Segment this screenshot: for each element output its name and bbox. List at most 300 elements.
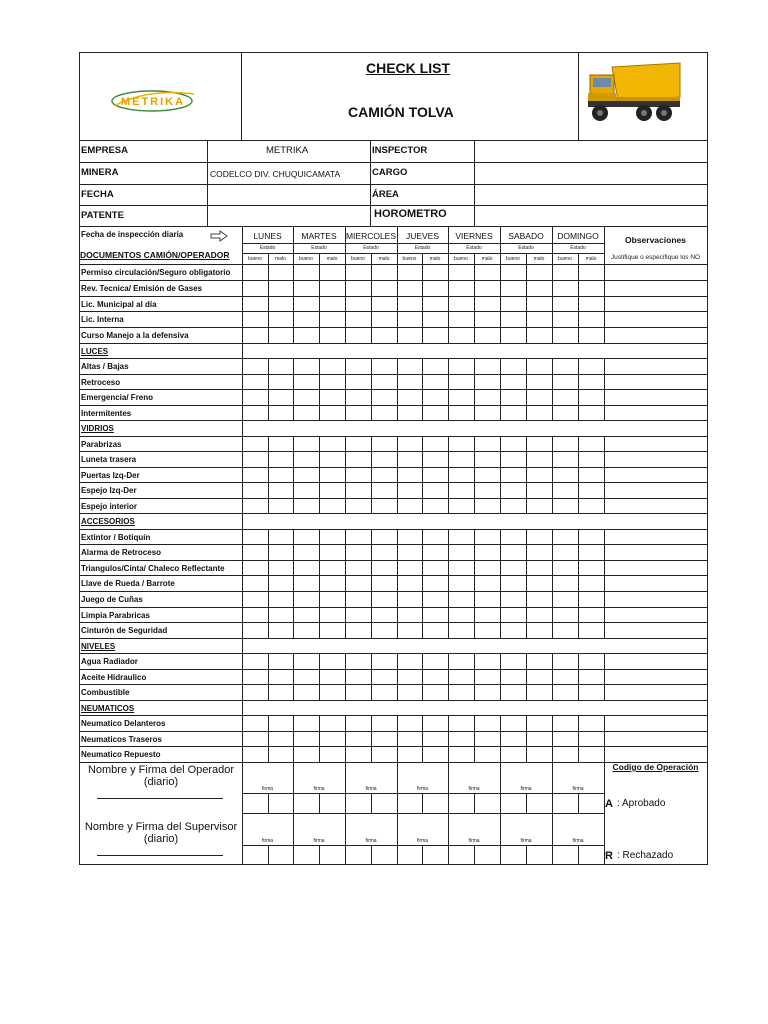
check-cell-bueno[interactable] xyxy=(346,561,371,575)
check-cell-bueno[interactable] xyxy=(449,297,474,311)
observaciones-cell[interactable] xyxy=(605,468,706,482)
check-cell-bueno[interactable] xyxy=(243,468,268,482)
check-cell-bueno[interactable] xyxy=(243,359,268,374)
check-cell-malo[interactable] xyxy=(475,576,500,591)
check-cell-malo[interactable] xyxy=(372,670,397,684)
check-cell-malo[interactable] xyxy=(475,390,500,405)
check-cell-bueno[interactable] xyxy=(553,685,578,700)
check-cell-bueno[interactable] xyxy=(449,670,474,684)
check-cell-bueno[interactable] xyxy=(398,297,422,311)
check-cell-bueno[interactable] xyxy=(398,452,422,467)
check-cell-malo[interactable] xyxy=(475,265,500,280)
check-cell-malo[interactable] xyxy=(372,623,397,638)
check-cell-bueno[interactable] xyxy=(243,732,268,746)
check-cell-bueno[interactable] xyxy=(243,483,268,498)
check-cell-bueno[interactable] xyxy=(553,312,578,327)
check-cell-malo[interactable] xyxy=(372,561,397,575)
check-cell-bueno[interactable] xyxy=(346,375,371,389)
check-cell-malo[interactable] xyxy=(269,312,293,327)
check-cell-malo[interactable] xyxy=(372,265,397,280)
check-cell-bueno[interactable] xyxy=(398,390,422,405)
check-cell-malo[interactable] xyxy=(320,265,345,280)
check-cell-bueno[interactable] xyxy=(398,732,422,746)
check-cell-malo[interactable] xyxy=(320,437,345,451)
check-cell-bueno[interactable] xyxy=(243,297,268,311)
check-cell-malo[interactable] xyxy=(269,483,293,498)
check-cell-malo[interactable] xyxy=(372,390,397,405)
observaciones-cell[interactable] xyxy=(605,359,706,374)
check-cell-malo[interactable] xyxy=(475,312,500,327)
check-cell-bueno[interactable] xyxy=(501,654,526,669)
check-cell-malo[interactable] xyxy=(423,483,448,498)
check-cell-malo[interactable] xyxy=(527,297,552,311)
check-cell-malo[interactable] xyxy=(372,685,397,700)
check-cell-malo[interactable] xyxy=(475,545,500,560)
check-cell-malo[interactable] xyxy=(269,747,293,762)
check-cell-malo[interactable] xyxy=(579,732,604,746)
operador-signature-line[interactable] xyxy=(97,798,223,799)
check-cell-malo[interactable] xyxy=(475,468,500,482)
check-cell-malo[interactable] xyxy=(320,685,345,700)
check-cell-bueno[interactable] xyxy=(501,685,526,700)
check-cell-malo[interactable] xyxy=(527,545,552,560)
check-cell-bueno[interactable] xyxy=(346,297,371,311)
check-cell-malo[interactable] xyxy=(527,623,552,638)
check-cell-malo[interactable] xyxy=(527,328,552,343)
check-cell-malo[interactable] xyxy=(269,499,293,513)
check-cell-malo[interactable] xyxy=(423,530,448,544)
check-cell-malo[interactable] xyxy=(527,359,552,374)
check-cell-malo[interactable] xyxy=(372,747,397,762)
check-cell-bueno[interactable] xyxy=(449,685,474,700)
check-cell-malo[interactable] xyxy=(475,375,500,389)
check-cell-malo[interactable] xyxy=(527,406,552,420)
check-cell-malo[interactable] xyxy=(269,623,293,638)
check-cell-bueno[interactable] xyxy=(243,608,268,622)
check-cell-malo[interactable] xyxy=(320,406,345,420)
check-cell-bueno[interactable] xyxy=(553,732,578,746)
check-cell-bueno[interactable] xyxy=(449,483,474,498)
check-cell-malo[interactable] xyxy=(372,732,397,746)
check-cell-bueno[interactable] xyxy=(243,499,268,513)
check-cell-malo[interactable] xyxy=(475,437,500,451)
check-cell-malo[interactable] xyxy=(320,530,345,544)
check-cell-malo[interactable] xyxy=(423,390,448,405)
observaciones-cell[interactable] xyxy=(605,265,706,280)
check-cell-malo[interactable] xyxy=(527,437,552,451)
check-cell-bueno[interactable] xyxy=(294,623,319,638)
check-cell-malo[interactable] xyxy=(475,328,500,343)
check-cell-bueno[interactable] xyxy=(243,561,268,575)
check-cell-malo[interactable] xyxy=(423,576,448,591)
check-cell-bueno[interactable] xyxy=(243,375,268,389)
check-cell-malo[interactable] xyxy=(320,623,345,638)
check-cell-bueno[interactable] xyxy=(449,561,474,575)
check-cell-malo[interactable] xyxy=(423,592,448,607)
check-cell-bueno[interactable] xyxy=(398,623,422,638)
check-cell-bueno[interactable] xyxy=(449,592,474,607)
check-cell-bueno[interactable] xyxy=(398,359,422,374)
check-cell-bueno[interactable] xyxy=(346,281,371,296)
check-cell-malo[interactable] xyxy=(579,576,604,591)
check-cell-malo[interactable] xyxy=(372,437,397,451)
check-cell-malo[interactable] xyxy=(579,670,604,684)
check-cell-malo[interactable] xyxy=(320,608,345,622)
check-cell-bueno[interactable] xyxy=(449,468,474,482)
check-cell-malo[interactable] xyxy=(269,732,293,746)
check-cell-bueno[interactable] xyxy=(501,468,526,482)
check-cell-bueno[interactable] xyxy=(501,608,526,622)
check-cell-malo[interactable] xyxy=(579,685,604,700)
observaciones-cell[interactable] xyxy=(605,608,706,622)
check-cell-bueno[interactable] xyxy=(449,716,474,731)
observaciones-cell[interactable] xyxy=(605,716,706,731)
check-cell-bueno[interactable] xyxy=(294,390,319,405)
supervisor-signature-line[interactable] xyxy=(97,855,223,856)
check-cell-malo[interactable] xyxy=(423,281,448,296)
observaciones-cell[interactable] xyxy=(605,654,706,669)
check-cell-malo[interactable] xyxy=(269,592,293,607)
check-cell-bueno[interactable] xyxy=(501,375,526,389)
check-cell-bueno[interactable] xyxy=(553,623,578,638)
check-cell-malo[interactable] xyxy=(527,732,552,746)
check-cell-malo[interactable] xyxy=(320,483,345,498)
check-cell-malo[interactable] xyxy=(320,654,345,669)
check-cell-bueno[interactable] xyxy=(346,437,371,451)
check-cell-malo[interactable] xyxy=(475,530,500,544)
check-cell-malo[interactable] xyxy=(527,747,552,762)
check-cell-bueno[interactable] xyxy=(243,747,268,762)
check-cell-bueno[interactable] xyxy=(398,530,422,544)
check-cell-bueno[interactable] xyxy=(294,452,319,467)
check-cell-malo[interactable] xyxy=(372,359,397,374)
check-cell-bueno[interactable] xyxy=(553,265,578,280)
check-cell-bueno[interactable] xyxy=(346,592,371,607)
check-cell-bueno[interactable] xyxy=(449,359,474,374)
check-cell-bueno[interactable] xyxy=(346,452,371,467)
check-cell-malo[interactable] xyxy=(579,747,604,762)
check-cell-malo[interactable] xyxy=(423,312,448,327)
check-cell-bueno[interactable] xyxy=(501,406,526,420)
check-cell-malo[interactable] xyxy=(269,265,293,280)
check-cell-bueno[interactable] xyxy=(243,576,268,591)
observaciones-cell[interactable] xyxy=(605,375,706,389)
check-cell-malo[interactable] xyxy=(320,390,345,405)
check-cell-malo[interactable] xyxy=(423,685,448,700)
check-cell-malo[interactable] xyxy=(579,608,604,622)
check-cell-malo[interactable] xyxy=(475,732,500,746)
check-cell-bueno[interactable] xyxy=(501,716,526,731)
check-cell-bueno[interactable] xyxy=(553,608,578,622)
check-cell-malo[interactable] xyxy=(372,545,397,560)
check-cell-malo[interactable] xyxy=(372,281,397,296)
check-cell-bueno[interactable] xyxy=(346,545,371,560)
check-cell-malo[interactable] xyxy=(423,545,448,560)
observaciones-cell[interactable] xyxy=(605,545,706,560)
check-cell-malo[interactable] xyxy=(320,592,345,607)
check-cell-bueno[interactable] xyxy=(398,545,422,560)
observaciones-cell[interactable] xyxy=(605,670,706,684)
check-cell-bueno[interactable] xyxy=(398,670,422,684)
check-cell-bueno[interactable] xyxy=(449,732,474,746)
check-cell-malo[interactable] xyxy=(372,375,397,389)
check-cell-malo[interactable] xyxy=(527,561,552,575)
observaciones-cell[interactable] xyxy=(605,452,706,467)
check-cell-bueno[interactable] xyxy=(346,499,371,513)
check-cell-bueno[interactable] xyxy=(553,747,578,762)
check-cell-malo[interactable] xyxy=(269,545,293,560)
check-cell-bueno[interactable] xyxy=(346,732,371,746)
check-cell-malo[interactable] xyxy=(475,359,500,374)
check-cell-malo[interactable] xyxy=(372,468,397,482)
check-cell-bueno[interactable] xyxy=(346,716,371,731)
check-cell-bueno[interactable] xyxy=(501,499,526,513)
check-cell-malo[interactable] xyxy=(372,406,397,420)
check-cell-bueno[interactable] xyxy=(294,576,319,591)
check-cell-malo[interactable] xyxy=(579,452,604,467)
check-cell-bueno[interactable] xyxy=(553,452,578,467)
check-cell-bueno[interactable] xyxy=(501,359,526,374)
check-cell-bueno[interactable] xyxy=(449,499,474,513)
check-cell-bueno[interactable] xyxy=(398,747,422,762)
observaciones-cell[interactable] xyxy=(605,576,706,591)
check-cell-bueno[interactable] xyxy=(243,623,268,638)
check-cell-bueno[interactable] xyxy=(501,747,526,762)
check-cell-malo[interactable] xyxy=(579,623,604,638)
check-cell-bueno[interactable] xyxy=(398,483,422,498)
check-cell-malo[interactable] xyxy=(579,312,604,327)
observaciones-cell[interactable] xyxy=(605,312,706,327)
check-cell-bueno[interactable] xyxy=(501,732,526,746)
check-cell-malo[interactable] xyxy=(527,312,552,327)
check-cell-bueno[interactable] xyxy=(294,281,319,296)
check-cell-bueno[interactable] xyxy=(501,592,526,607)
check-cell-malo[interactable] xyxy=(579,265,604,280)
check-cell-bueno[interactable] xyxy=(294,312,319,327)
check-cell-malo[interactable] xyxy=(423,359,448,374)
observaciones-cell[interactable] xyxy=(605,685,706,700)
observaciones-cell[interactable] xyxy=(605,561,706,575)
check-cell-malo[interactable] xyxy=(423,670,448,684)
check-cell-bueno[interactable] xyxy=(553,483,578,498)
check-cell-malo[interactable] xyxy=(269,468,293,482)
check-cell-bueno[interactable] xyxy=(243,716,268,731)
check-cell-bueno[interactable] xyxy=(449,390,474,405)
check-cell-malo[interactable] xyxy=(527,654,552,669)
check-cell-malo[interactable] xyxy=(372,499,397,513)
observaciones-cell[interactable] xyxy=(605,328,706,343)
observaciones-cell[interactable] xyxy=(605,623,706,638)
check-cell-malo[interactable] xyxy=(269,670,293,684)
check-cell-bueno[interactable] xyxy=(294,716,319,731)
check-cell-malo[interactable] xyxy=(475,592,500,607)
check-cell-bueno[interactable] xyxy=(243,654,268,669)
check-cell-bueno[interactable] xyxy=(398,328,422,343)
check-cell-bueno[interactable] xyxy=(346,530,371,544)
check-cell-malo[interactable] xyxy=(475,654,500,669)
observaciones-cell[interactable] xyxy=(605,530,706,544)
check-cell-bueno[interactable] xyxy=(449,576,474,591)
check-cell-bueno[interactable] xyxy=(553,561,578,575)
check-cell-bueno[interactable] xyxy=(346,328,371,343)
check-cell-malo[interactable] xyxy=(372,716,397,731)
check-cell-malo[interactable] xyxy=(372,592,397,607)
check-cell-malo[interactable] xyxy=(475,483,500,498)
check-cell-malo[interactable] xyxy=(423,623,448,638)
check-cell-bueno[interactable] xyxy=(346,685,371,700)
check-cell-bueno[interactable] xyxy=(501,561,526,575)
check-cell-malo[interactable] xyxy=(527,576,552,591)
check-cell-bueno[interactable] xyxy=(346,608,371,622)
check-cell-malo[interactable] xyxy=(423,608,448,622)
check-cell-malo[interactable] xyxy=(320,670,345,684)
check-cell-bueno[interactable] xyxy=(501,483,526,498)
check-cell-bueno[interactable] xyxy=(294,375,319,389)
check-cell-bueno[interactable] xyxy=(501,390,526,405)
check-cell-malo[interactable] xyxy=(475,747,500,762)
check-cell-malo[interactable] xyxy=(475,670,500,684)
check-cell-malo[interactable] xyxy=(320,328,345,343)
check-cell-malo[interactable] xyxy=(320,545,345,560)
check-cell-malo[interactable] xyxy=(372,452,397,467)
check-cell-bueno[interactable] xyxy=(243,670,268,684)
check-cell-bueno[interactable] xyxy=(398,265,422,280)
check-cell-malo[interactable] xyxy=(475,623,500,638)
check-cell-bueno[interactable] xyxy=(398,281,422,296)
check-cell-bueno[interactable] xyxy=(553,576,578,591)
check-cell-malo[interactable] xyxy=(423,468,448,482)
check-cell-malo[interactable] xyxy=(423,499,448,513)
check-cell-bueno[interactable] xyxy=(294,608,319,622)
check-cell-bueno[interactable] xyxy=(243,328,268,343)
check-cell-malo[interactable] xyxy=(423,328,448,343)
check-cell-malo[interactable] xyxy=(320,297,345,311)
observaciones-cell[interactable] xyxy=(605,437,706,451)
check-cell-malo[interactable] xyxy=(372,608,397,622)
observaciones-cell[interactable] xyxy=(605,592,706,607)
check-cell-malo[interactable] xyxy=(579,281,604,296)
check-cell-bueno[interactable] xyxy=(449,265,474,280)
check-cell-bueno[interactable] xyxy=(294,406,319,420)
check-cell-bueno[interactable] xyxy=(398,608,422,622)
check-cell-bueno[interactable] xyxy=(243,592,268,607)
check-cell-malo[interactable] xyxy=(320,281,345,296)
check-cell-bueno[interactable] xyxy=(501,297,526,311)
check-cell-malo[interactable] xyxy=(527,281,552,296)
check-cell-malo[interactable] xyxy=(579,390,604,405)
check-cell-bueno[interactable] xyxy=(553,716,578,731)
check-cell-bueno[interactable] xyxy=(243,452,268,467)
check-cell-bueno[interactable] xyxy=(553,281,578,296)
check-cell-bueno[interactable] xyxy=(398,561,422,575)
check-cell-malo[interactable] xyxy=(527,716,552,731)
observaciones-cell[interactable] xyxy=(605,406,706,420)
check-cell-bueno[interactable] xyxy=(294,654,319,669)
check-cell-malo[interactable] xyxy=(269,608,293,622)
check-cell-bueno[interactable] xyxy=(294,670,319,684)
check-cell-bueno[interactable] xyxy=(294,545,319,560)
check-cell-bueno[interactable] xyxy=(449,437,474,451)
check-cell-malo[interactable] xyxy=(372,328,397,343)
check-cell-malo[interactable] xyxy=(527,390,552,405)
check-cell-malo[interactable] xyxy=(423,265,448,280)
check-cell-malo[interactable] xyxy=(423,732,448,746)
check-cell-bueno[interactable] xyxy=(398,437,422,451)
check-cell-bueno[interactable] xyxy=(398,592,422,607)
check-cell-bueno[interactable] xyxy=(553,530,578,544)
check-cell-malo[interactable] xyxy=(320,561,345,575)
check-cell-malo[interactable] xyxy=(475,452,500,467)
check-cell-bueno[interactable] xyxy=(294,732,319,746)
check-cell-malo[interactable] xyxy=(527,452,552,467)
check-cell-malo[interactable] xyxy=(320,312,345,327)
check-cell-malo[interactable] xyxy=(579,437,604,451)
check-cell-bueno[interactable] xyxy=(294,530,319,544)
check-cell-malo[interactable] xyxy=(579,406,604,420)
check-cell-bueno[interactable] xyxy=(398,499,422,513)
check-cell-malo[interactable] xyxy=(527,592,552,607)
check-cell-malo[interactable] xyxy=(269,685,293,700)
check-cell-malo[interactable] xyxy=(527,265,552,280)
check-cell-bueno[interactable] xyxy=(346,747,371,762)
check-cell-malo[interactable] xyxy=(372,530,397,544)
check-cell-bueno[interactable] xyxy=(243,281,268,296)
check-cell-bueno[interactable] xyxy=(449,608,474,622)
check-cell-malo[interactable] xyxy=(527,685,552,700)
check-cell-malo[interactable] xyxy=(579,592,604,607)
check-cell-malo[interactable] xyxy=(269,297,293,311)
check-cell-malo[interactable] xyxy=(320,359,345,374)
check-cell-bueno[interactable] xyxy=(294,437,319,451)
check-cell-bueno[interactable] xyxy=(553,670,578,684)
check-cell-bueno[interactable] xyxy=(449,530,474,544)
check-cell-bueno[interactable] xyxy=(501,670,526,684)
check-cell-malo[interactable] xyxy=(320,375,345,389)
check-cell-malo[interactable] xyxy=(320,452,345,467)
check-cell-bueno[interactable] xyxy=(346,390,371,405)
check-cell-bueno[interactable] xyxy=(501,328,526,343)
check-cell-malo[interactable] xyxy=(269,530,293,544)
check-cell-bueno[interactable] xyxy=(346,483,371,498)
check-cell-bueno[interactable] xyxy=(294,747,319,762)
observaciones-cell[interactable] xyxy=(605,499,706,513)
check-cell-bueno[interactable] xyxy=(346,623,371,638)
check-cell-malo[interactable] xyxy=(320,716,345,731)
check-cell-bueno[interactable] xyxy=(294,265,319,280)
check-cell-malo[interactable] xyxy=(475,685,500,700)
check-cell-malo[interactable] xyxy=(269,359,293,374)
check-cell-bueno[interactable] xyxy=(346,654,371,669)
check-cell-bueno[interactable] xyxy=(553,375,578,389)
check-cell-malo[interactable] xyxy=(423,437,448,451)
check-cell-malo[interactable] xyxy=(269,654,293,669)
check-cell-malo[interactable] xyxy=(269,390,293,405)
check-cell-malo[interactable] xyxy=(579,359,604,374)
check-cell-bueno[interactable] xyxy=(243,685,268,700)
check-cell-bueno[interactable] xyxy=(346,468,371,482)
check-cell-bueno[interactable] xyxy=(398,406,422,420)
check-cell-malo[interactable] xyxy=(320,499,345,513)
check-cell-malo[interactable] xyxy=(527,670,552,684)
check-cell-bueno[interactable] xyxy=(501,452,526,467)
check-cell-bueno[interactable] xyxy=(243,406,268,420)
check-cell-bueno[interactable] xyxy=(501,265,526,280)
check-cell-bueno[interactable] xyxy=(398,654,422,669)
check-cell-malo[interactable] xyxy=(423,747,448,762)
check-cell-malo[interactable] xyxy=(579,468,604,482)
check-cell-bueno[interactable] xyxy=(449,328,474,343)
check-cell-malo[interactable] xyxy=(527,530,552,544)
